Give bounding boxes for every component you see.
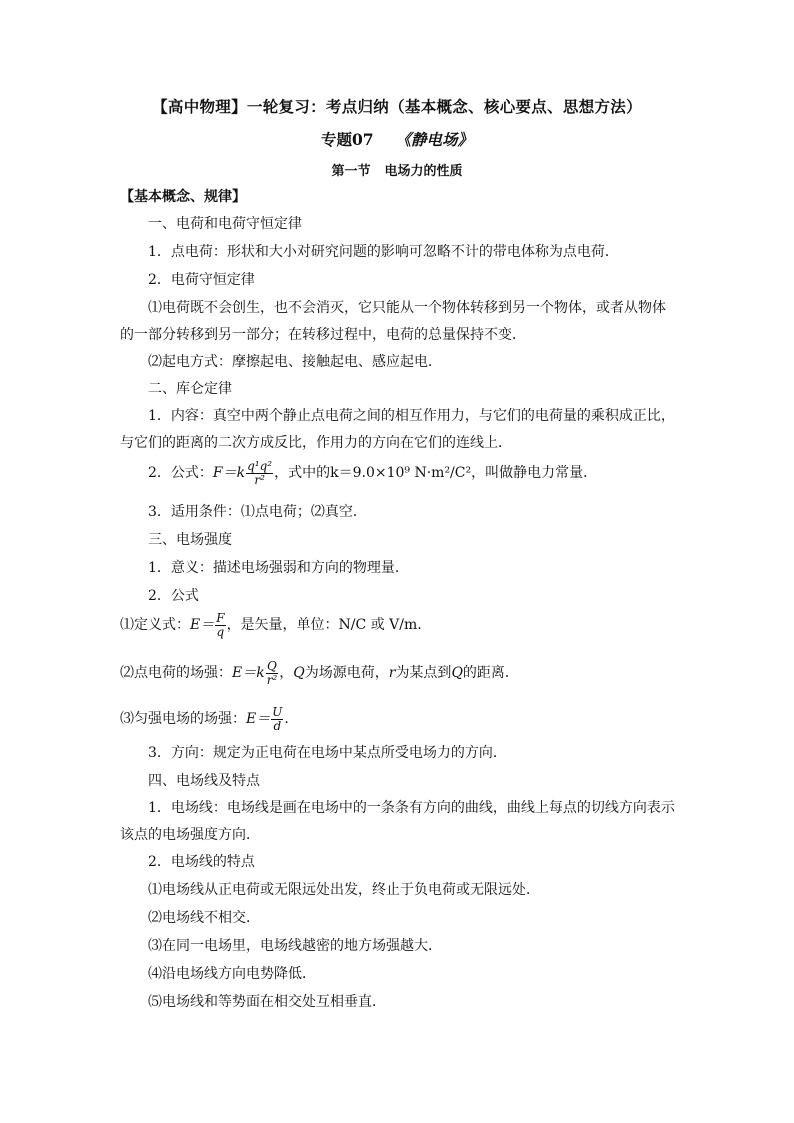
part4-def-line2: 该点的电场强度方向． <box>120 827 260 843</box>
part1-title: 一、电荷和电荷守恒定律 <box>148 216 302 232</box>
definition-fraction: $\frac{F}{q}$ <box>216 610 225 639</box>
feature-2: ⑵电场线不相交． <box>148 910 260 926</box>
part1-p1-line2: 的一部分转移到另一部分；在转移过程中，电荷的总量保持不变． <box>120 327 526 343</box>
part3-direction: 3．方向：规定为正电荷在电场中某点所受电场力的方向． <box>148 745 507 761</box>
section-number: 第一节 <box>331 164 371 179</box>
part2-content-line2: 与它们的距离的二次方成反比，作用力的方向在它们的连线上． <box>120 435 512 451</box>
coulomb-formula: 2．公式：F＝k $\frac{\text{q¹q²}}{\text{r²}}$ ，式中的k＝9.0×10⁹ N·m²/C²，叫做静电力常量． <box>148 458 598 487</box>
topic-name: 《静电场》 <box>395 130 474 149</box>
section-name: 电场力的性质 <box>384 164 463 179</box>
uniform-field-formula: ⑶匀强电场的场强：E＝ $\frac{U}{d}$ . <box>120 704 289 733</box>
part3-formula-title: 2．公式 <box>148 588 199 604</box>
section-title <box>0 160 794 179</box>
part4-def-line1: 1．电场线：电场线是画在电场中的一条条有方向的曲线，曲线上每点的切线方向表示 <box>148 800 675 816</box>
part3-meaning: 1．意义：描述电场强弱和方向的物理量． <box>148 560 409 576</box>
feature-4: ⑷沿电场线方向电势降低． <box>148 966 316 982</box>
part1-item2: 2．电荷守恒定律 <box>148 272 255 288</box>
basic-heading: 【基本概念、规律】 <box>120 189 246 205</box>
document-title: 【高中物理】一轮复习：考点归纳（基本概念、核心要点、思想方法） <box>152 97 642 116</box>
topic-number: 专题07 <box>320 130 374 149</box>
coulomb-constant: k＝9.0×10⁹ N·m²/C² <box>330 465 472 481</box>
part4-features-title: 2．电场线的特点 <box>148 854 255 870</box>
point-charge-formula: ⑵点电荷的场强：E＝k $\frac{Q}{\text{r²}}$ ，Q为场源电荷，r为某点到Q的距离． <box>120 658 519 687</box>
definition-formula: ⑴定义式：E＝ $\frac{F}{q}$ ，是矢量，单位：N/C 或 V/m. <box>120 610 422 639</box>
point-charge-fraction: $\frac{Q}{\text{r²}}$ <box>266 658 278 687</box>
part2-title: 二、库仑定律 <box>148 381 232 397</box>
coulomb-fraction: $\frac{\text{q¹q²}}{\text{r²}}$ <box>247 458 273 487</box>
topic-title <box>0 128 794 150</box>
feature-1: ⑴电场线从正电荷或无限远处出发，终止于负电荷或无限远处． <box>148 882 540 898</box>
uniform-field-fraction: $\frac{U}{d}$ <box>272 704 283 733</box>
part1-p1-line1: ⑴电荷既不会创生，也不会消灭，它只能从一个物体转移到另一个物体，或者从物体 <box>148 300 666 316</box>
part2-conditions: 3．适用条件：⑴点电荷；⑵真空． <box>148 504 367 520</box>
feature-3: ⑶在同一电场里，电场线越密的地方场强越大． <box>148 938 442 954</box>
part1-item1: 1．点电荷：形状和大小对研究问题的影响可忽略不计的带电体称为点电荷． <box>148 244 619 260</box>
feature-5: ⑸电场线和等势面在相交处互相垂直． <box>148 994 386 1010</box>
part3-title: 三、电场强度 <box>148 532 232 548</box>
part2-content-line1: 1．内容：真空中两个静止点电荷之间的相互作用力，与它们的电荷量的乘积成正比， <box>148 408 675 424</box>
part4-title: 四、电场线及特点 <box>148 773 260 789</box>
part1-p2: ⑵起电方式：摩擦起电、接触起电、感应起电． <box>148 354 442 370</box>
